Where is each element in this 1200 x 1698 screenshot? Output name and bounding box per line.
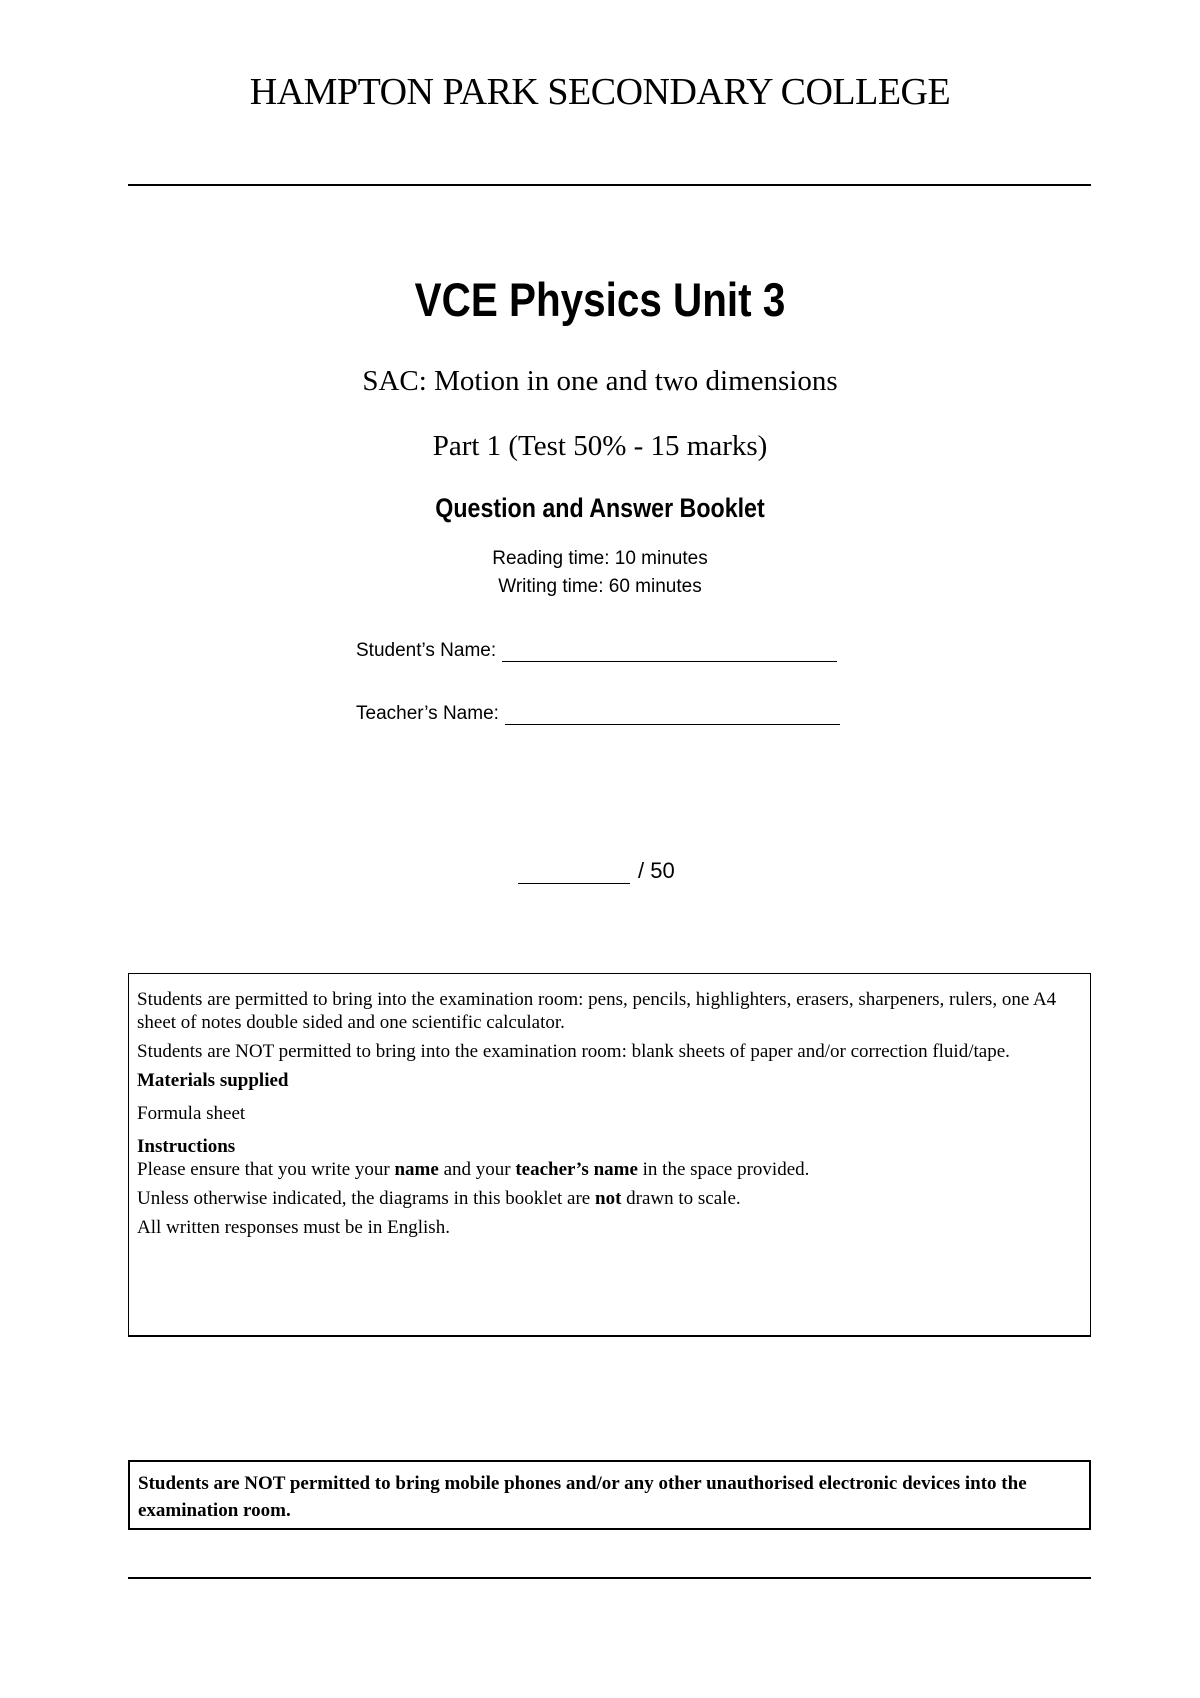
instruction-emphasis: name: [394, 1159, 439, 1180]
student-name-row: [356, 640, 837, 668]
top-divider: [128, 184, 1091, 186]
instruction-english: All written responses must be in English.: [137, 1217, 450, 1238]
teacher-name-field[interactable]: [505, 704, 840, 725]
instruction-diagrams: [137, 1187, 1082, 1210]
teacher-name-label: Teacher’s Name:: [356, 703, 499, 724]
materials-heading: Materials supplied: [137, 1070, 289, 1091]
instructions-heading: Instructions: [137, 1136, 236, 1157]
writing-time: Writing time: 60 minutes: [498, 576, 702, 597]
part-info: Part 1 (Test 50% - 15 marks): [432, 430, 768, 462]
score-total: / 50: [638, 858, 675, 883]
school-name: HAMPTON PARK SECONDARY COLLEGE: [249, 71, 951, 113]
reading-time: Reading time: 10 minutes: [492, 548, 708, 569]
instruction-text: Unless otherwise indicated, the diagrams in this booklet are: [137, 1188, 595, 1209]
materials-list: Formula sheet: [137, 1103, 246, 1124]
not-permitted-items: Students are NOT permitted to bring into the examination room: blank sheets of paper and/or correction fluid/tape.: [137, 1041, 1010, 1062]
instruction-emphasis: not: [595, 1188, 622, 1209]
electronic-devices-warning: Students are NOT permitted to bring mobile phones and/or any other unauthorised electronic devices into the examination room.: [128, 1460, 1091, 1530]
exam-rules-box: [128, 973, 1091, 1337]
page-title: VCE Physics Unit 3: [414, 273, 786, 326]
sac-subtitle: SAC: Motion in one and two dimensions: [362, 365, 838, 397]
bottom-divider: [128, 1577, 1091, 1579]
teacher-name-row: [356, 703, 840, 731]
instruction-emphasis: teacher’s name: [515, 1159, 638, 1180]
score-row: [518, 858, 675, 884]
instruction-text: in the space provided.: [637, 1159, 810, 1180]
score-field[interactable]: [518, 861, 630, 884]
instruction-name: [137, 1158, 1082, 1181]
student-name-field[interactable]: [502, 641, 837, 662]
instruction-text: drawn to scale.: [621, 1188, 741, 1209]
student-name-label: Student’s Name:: [356, 640, 497, 661]
instruction-text: Please ensure that you write your: [137, 1159, 395, 1180]
instruction-text: and your: [438, 1159, 516, 1180]
permitted-items: Students are permitted to bring into the examination room: pens, pencils, highlighters, erasers, sharpeners, rulers, one A4 sheet of notes double sided and one scientific calculator.: [137, 989, 1057, 1033]
booklet-heading: Question and Answer Booklet: [435, 493, 765, 523]
